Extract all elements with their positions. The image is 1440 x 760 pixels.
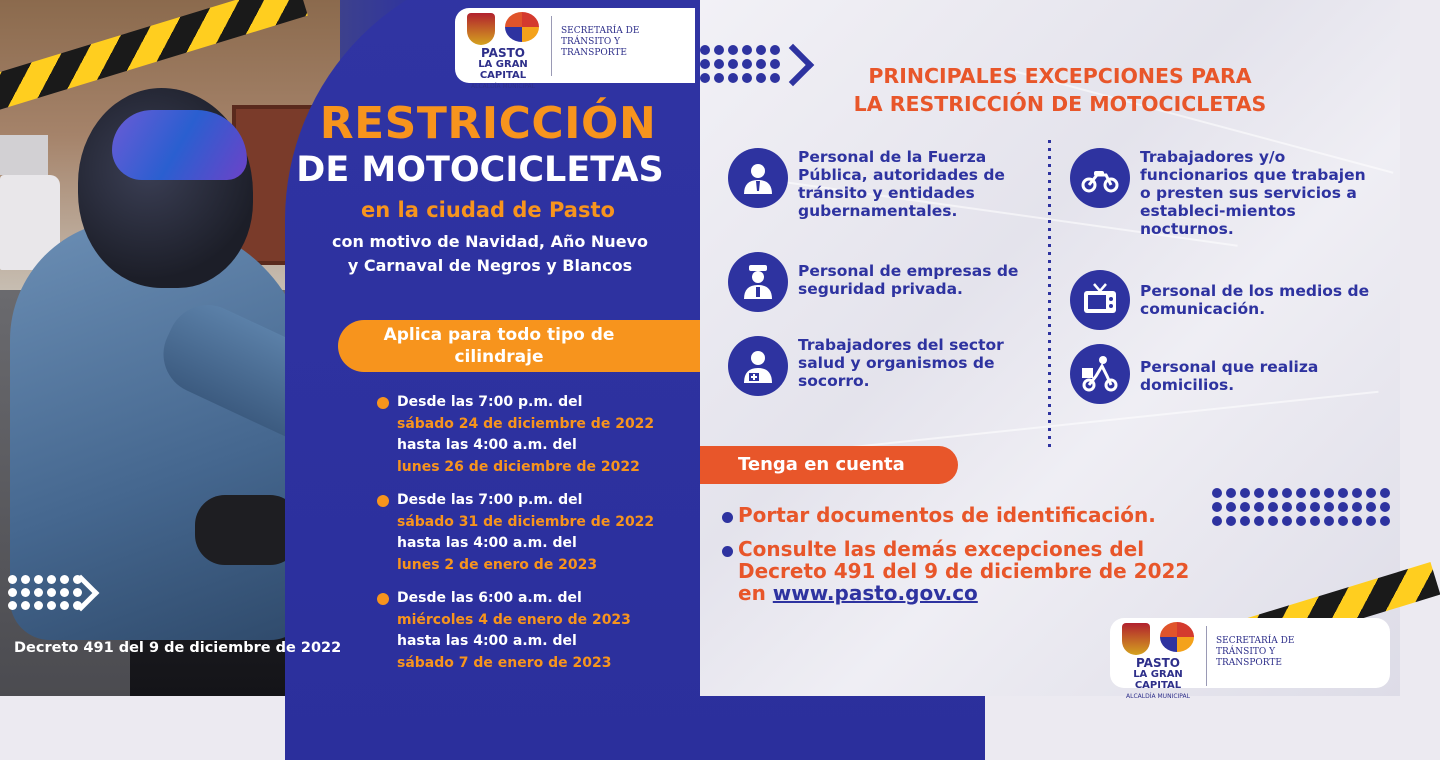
motorcycle-icon (1070, 148, 1130, 208)
applies-banner: Aplica para todo tipo de cilindraje (338, 320, 700, 372)
decorative-dots-top (700, 45, 780, 83)
logo-divider (551, 16, 552, 76)
headline-title: RESTRICCIÓN (319, 98, 657, 149)
bullet-dot (377, 397, 389, 409)
exception-item (1070, 148, 1370, 248)
schedule-to-label: hasta las 4:00 a.m. del (397, 437, 577, 453)
notes-heading: Tenga en cuenta (700, 446, 958, 484)
health-worker-icon (728, 336, 788, 396)
exceptions-title-line2: LA RESTRICCIÓN DE MOTOCICLETAS (853, 92, 1267, 116)
schedule-to-date: lunes 2 de enero de 2023 (397, 556, 598, 573)
schedule-from-label: Desde las 7:00 p.m. del (397, 492, 583, 508)
bullet-dot (722, 512, 733, 523)
security-guard-icon (728, 252, 788, 312)
bullet-dot (722, 546, 733, 557)
sun-logo-icon (505, 12, 539, 42)
logo-sec-line1: SECRETARÍA DE (1216, 636, 1295, 646)
logo-city-name: PASTO (480, 46, 525, 60)
exception-text: Personal de la Fuerza Pública, autoridades de tránsito y entidades gubernamentales. (798, 148, 1005, 220)
logo-bar-bottom (1110, 618, 1390, 700)
coat-of-arms-icon (467, 13, 495, 45)
exception-item (728, 148, 1038, 228)
logo-secretariat (561, 26, 671, 59)
note-text: Consulte las demás excepciones del Decreto 491 del 9 de diciembre de 2022 (738, 537, 1190, 583)
logo-sec-line2: TRÁNSITO Y (561, 37, 621, 47)
schedule-from-date: miércoles 4 de enero de 2023 (397, 611, 631, 628)
exception-text: Trabajadores del sector salud y organismos de socorro. (798, 336, 1004, 390)
logo-sec-line1: SECRETARÍA DE (561, 26, 640, 36)
logo-tagline: LA GRAN CAPITAL (478, 59, 528, 81)
photo-helmet-visor (112, 110, 247, 180)
note-link-line (722, 582, 1232, 604)
note-item (722, 504, 1202, 526)
note-item (722, 538, 1232, 604)
logo-sec-line3: TRANSPORTE (1216, 658, 1282, 668)
headline-location: en la ciudad de Pasto (361, 198, 615, 222)
exception-item (1070, 270, 1370, 330)
sun-logo-icon (1160, 622, 1194, 652)
schedule-to-label: hasta las 4:00 a.m. del (397, 535, 577, 551)
coat-of-arms-icon (1122, 623, 1150, 655)
logo-city-name: PASTO (1135, 656, 1180, 670)
exceptions-title-line1: PRINCIPALES EXCEPCIONES PARA (868, 64, 1252, 88)
schedule-from-label: Desde las 7:00 p.m. del (397, 394, 583, 410)
schedule-to-label: hasta las 4:00 a.m. del (397, 633, 577, 649)
exceptions-title (800, 62, 1320, 118)
schedule-from-label: Desde las 6:00 a.m. del (397, 590, 582, 606)
exception-text: Personal que realiza domicilios. (1140, 358, 1319, 394)
note-text: Portar documentos de identificación. (738, 503, 1156, 527)
schedule-item (375, 490, 695, 576)
exception-text: Personal de los medios de comunicación. (1140, 282, 1370, 318)
logo-bar-top (455, 8, 695, 90)
logo-divider (1206, 626, 1207, 686)
schedule-item (375, 392, 695, 478)
logo-entity: ALCALDÍA MUNICIPAL (471, 83, 535, 90)
headline-subtitle: DE MOTOCICLETAS (296, 150, 664, 190)
exception-item (728, 336, 1038, 406)
bullet-dot (377, 593, 389, 605)
official-person-icon (728, 148, 788, 208)
bullet-dot (377, 495, 389, 507)
media-tv-icon (1070, 270, 1130, 330)
note-link-prefix: en (738, 581, 766, 605)
headline-description: con motivo de Navidad, Año Nuevo y Carnaval de Negros y Blancos (332, 232, 648, 275)
decorative-dots-bottom (1212, 488, 1390, 526)
exception-item (728, 252, 1038, 312)
photo-store-sign (0, 135, 48, 175)
decree-caption: Decreto 491 del 9 de diciembre de 2022 (14, 640, 342, 656)
schedule-from-date: sábado 31 de diciembre de 2022 (397, 513, 655, 530)
exception-text: Trabajadores y/o funcionarios que trabajen o presten sus servicios a estableci-mientos nocturnos. (1140, 148, 1366, 238)
left-panel (0, 0, 700, 696)
column-divider (1048, 140, 1051, 450)
exception-item (1070, 344, 1370, 404)
logo-entity: ALCALDÍA MUNICIPAL (1126, 693, 1190, 700)
logo-city (1116, 658, 1200, 702)
schedule-list (375, 392, 695, 686)
logo-sec-line2: TRÁNSITO Y (1216, 647, 1276, 657)
schedule-from-date: sábado 24 de diciembre de 2022 (397, 415, 655, 432)
logo-city (461, 48, 545, 92)
schedule-item (375, 588, 695, 674)
schedule-to-date: sábado 7 de enero de 2023 (397, 654, 612, 671)
website-link[interactable]: www.pasto.gov.co (772, 581, 978, 605)
logo-sec-line3: TRANSPORTE (561, 48, 627, 58)
delivery-icon (1070, 344, 1130, 404)
logo-secretariat (1216, 636, 1326, 669)
logo-tagline: LA GRAN CAPITAL (1133, 669, 1183, 691)
exception-text: Personal de empresas de seguridad privada. (798, 262, 1019, 298)
schedule-to-date: lunes 26 de diciembre de 2022 (397, 458, 640, 475)
